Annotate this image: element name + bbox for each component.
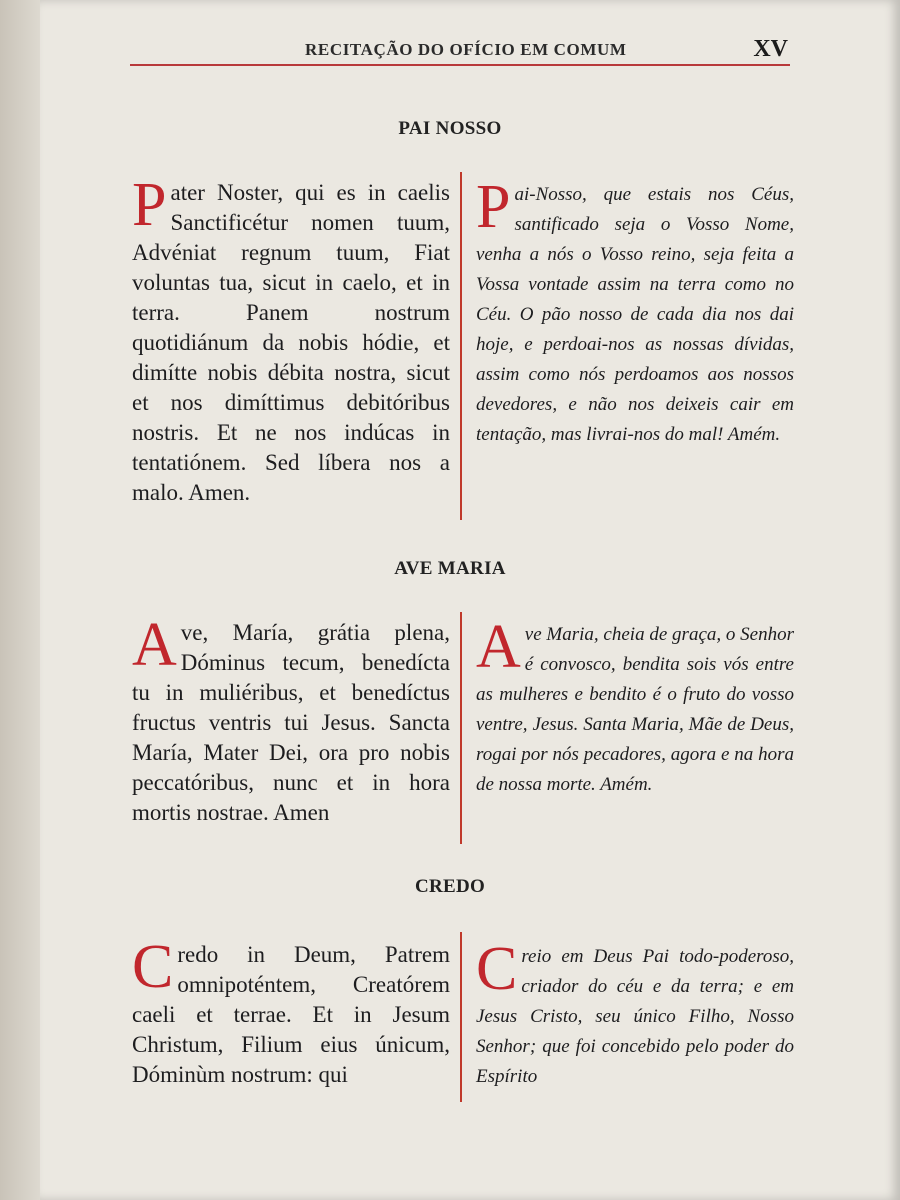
latin-body: ater Noster, qui es in caelis Sanctificétur nomen tuum, Advéniat regnum tuum, Fiat voluntas tua, sicut in caelo, et in terra. Panem nostrum quotidiánum da nobis hódie, et dimítte nobis débita nostra, sicut et nos dimíttimus debitóribus nostris. Et ne nos indúcas in tentatiónem. Sed líbera nos a malo. Amen.: [132, 180, 450, 505]
page-number: XV: [753, 36, 788, 62]
portuguese-text-credo: [476, 935, 794, 1092]
latin-text-pai-nosso: [132, 171, 450, 508]
latin-text-credo: [132, 933, 450, 1090]
section-title-pai-nosso: PAI NOSSO: [398, 118, 502, 139]
header-rule: [130, 64, 790, 66]
running-header-title: RECITAÇÃO DO OFÍCIO EM COMUM: [305, 40, 627, 59]
running-header: [130, 36, 790, 76]
column-divider: [460, 612, 462, 844]
column-divider: [460, 172, 462, 520]
latin-body: redo in Deum, Patrem omnipoténtem, Creatórem caeli et terrae. Et in Jesum Christum, Filium eius únicum, Dóminùm nostrum: qui: [132, 942, 450, 1087]
portuguese-body: ai-Nosso, que estais nos Céus, santificado seja o Vosso Nome, venha a nós o Vosso reino, seja feita a Vossa vontade assim na terra como no Céu. O pão nosso de cada dia nos dai hoje, e perdoai-nos as nossas dívidas, assim como nós perdoamos aos nossos devedores, e não nos deixeis cair em tentação, mas livrai-nos do mal! Amém.: [476, 184, 794, 445]
drop-cap: A: [476, 613, 521, 681]
drop-cap: P: [476, 173, 511, 241]
drop-cap: C: [132, 933, 174, 1001]
latin-body: ve, María, grátia plena, Dóminus tecum, benedícta tu in muliéribus, et benedíctus fructus ventris tui Jesus. Sancta María, Mater Dei, ora pro nobis peccatóribus, nunc et in hora mortis nostrae. Amen: [132, 620, 450, 825]
column-divider: [460, 932, 462, 1102]
portuguese-body: reio em Deus Pai todo-poderoso, criador do céu e da terra; e em Jesus Cristo, seu único Filho, Nosso Senhor; que foi concebido pelo poder do Espírito: [476, 946, 794, 1087]
drop-cap: A: [132, 611, 177, 679]
latin-text-ave-maria: [132, 611, 450, 828]
section-title-credo: CREDO: [414, 876, 486, 897]
drop-cap: C: [476, 935, 518, 1003]
portuguese-text-ave-maria: [476, 613, 794, 800]
drop-cap: P: [132, 171, 167, 239]
portuguese-body: ve Maria, cheia de graça, o Senhor é convosco, bendita sois vós entre as mulheres e bendito é o fruto do vosso ventre, Jesus. Santa Maria, Mãe de Deus, rogai por nós pecadores, agora e na hora de nossa morte. Amém.: [476, 624, 794, 795]
section-title-ave-maria: AVE MARIA: [394, 558, 506, 579]
page-binding-edge: [0, 0, 40, 1200]
portuguese-text-pai-nosso: [476, 173, 794, 450]
